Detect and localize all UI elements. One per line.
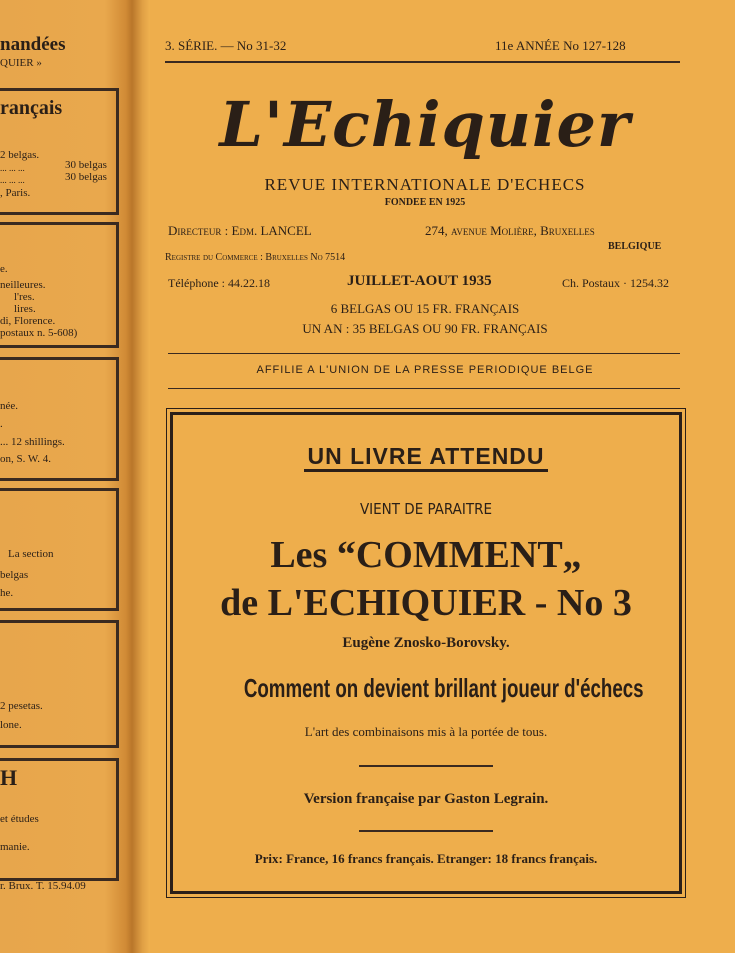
ad-title-line2: de L'ECHIQUIER - No 3	[220, 582, 632, 624]
box-line: et études	[0, 813, 39, 825]
box-line: manie.	[0, 841, 30, 853]
country: BELGIQUE	[608, 241, 662, 252]
ad-book-title: Comment on devient brillant joueur d'échecs	[243, 673, 644, 703]
phone: Téléphone : 44.22.18	[168, 276, 270, 290]
ad-banner	[173, 443, 679, 470]
box-line: 30 belgas	[65, 159, 107, 171]
box-line: belgas	[0, 569, 29, 581]
book-advertisement	[170, 412, 682, 894]
box-line: l'res.	[14, 291, 35, 303]
box-line: 30 belgas	[65, 171, 107, 183]
ad-price: Prix: France, 16 francs français. Etranger: 18 francs français.	[254, 851, 598, 866]
ad-tagline: L'art des combinaisons mis à la portée de tous.	[304, 724, 548, 739]
box-line: lires.	[14, 303, 36, 315]
affiliation: AFFILIE A L'UNION DE LA PRESSE PERIODIQUE BELGE	[256, 364, 594, 376]
box-line: La section	[8, 548, 54, 560]
ad-title-line1: Les “COMMENT„	[270, 534, 582, 576]
left-box-5	[0, 620, 119, 748]
left-box-4	[0, 488, 119, 611]
box-line: e.	[0, 263, 8, 275]
ad-translator: Version française par Gaston Legrain.	[303, 791, 549, 807]
box-line: .	[0, 418, 3, 430]
address: 274, avenue Molière, Bruxelles	[425, 223, 595, 238]
header-rule	[165, 61, 680, 63]
ad-author: Eugène Znosko-Borovsky.	[342, 635, 510, 651]
registry: Registre du Commerce : Bruxelles No 7514	[165, 252, 346, 263]
left-box-2	[0, 222, 119, 348]
box-line: neilleures.	[0, 279, 46, 291]
issue-price: 6 BELGAS OU 15 FR. FRANÇAIS	[330, 301, 520, 316]
rule	[359, 830, 493, 832]
box-title: rançais	[0, 97, 63, 119]
rule	[168, 353, 680, 354]
issue-date: JUILLET-AOUT 1935	[347, 273, 492, 289]
left-footer: r. Brux. T. 15.94.09	[0, 880, 86, 892]
masthead-title: L'Echiquier	[219, 88, 631, 161]
year-number: 11e ANNÉE No 127-128	[495, 38, 626, 53]
postal-account: Ch. Postaux · 1254.32	[562, 276, 670, 290]
left-box-6	[0, 758, 119, 881]
box-line: he.	[0, 587, 14, 599]
left-heading: nandées	[0, 34, 66, 55]
box-line: on, S. W. 4.	[0, 453, 52, 465]
founded: FONDEE EN 1925	[384, 197, 466, 208]
box-line: ... ... ...	[0, 175, 25, 185]
box-line: lone.	[0, 719, 22, 731]
box-line: née.	[0, 400, 19, 412]
box-title: H	[0, 765, 18, 790]
previous-page-strip	[0, 0, 150, 953]
director: Directeur : Edm. LANCEL	[168, 223, 312, 238]
box-line: ... 12 shillings.	[0, 436, 65, 448]
ad-announce: VIENT DE PARAITRE	[359, 500, 493, 518]
left-box-3	[0, 357, 119, 481]
annual-price: UN AN : 35 BELGAS OU 90 FR. FRANÇAIS	[302, 321, 548, 336]
series-number: 3. SÉRIE. — No 31-32	[165, 38, 287, 53]
box-line: di, Florence.	[0, 315, 56, 327]
rule	[359, 765, 493, 767]
masthead-subtitle: REVUE INTERNATIONALE D'ECHECS	[264, 175, 586, 194]
rule	[168, 388, 680, 389]
left-box-1	[0, 88, 119, 215]
box-line: 2 pesetas.	[0, 700, 43, 712]
left-subheading: QUIER »	[0, 57, 42, 69]
ad-banner-text: UN LIVRE ATTENDU	[304, 443, 547, 472]
box-line: , Paris.	[0, 187, 31, 199]
box-line: postaux n. 5-608)	[0, 327, 78, 339]
box-line: ... ... ...	[0, 163, 25, 173]
box-line: 2 belgas.	[0, 149, 40, 161]
